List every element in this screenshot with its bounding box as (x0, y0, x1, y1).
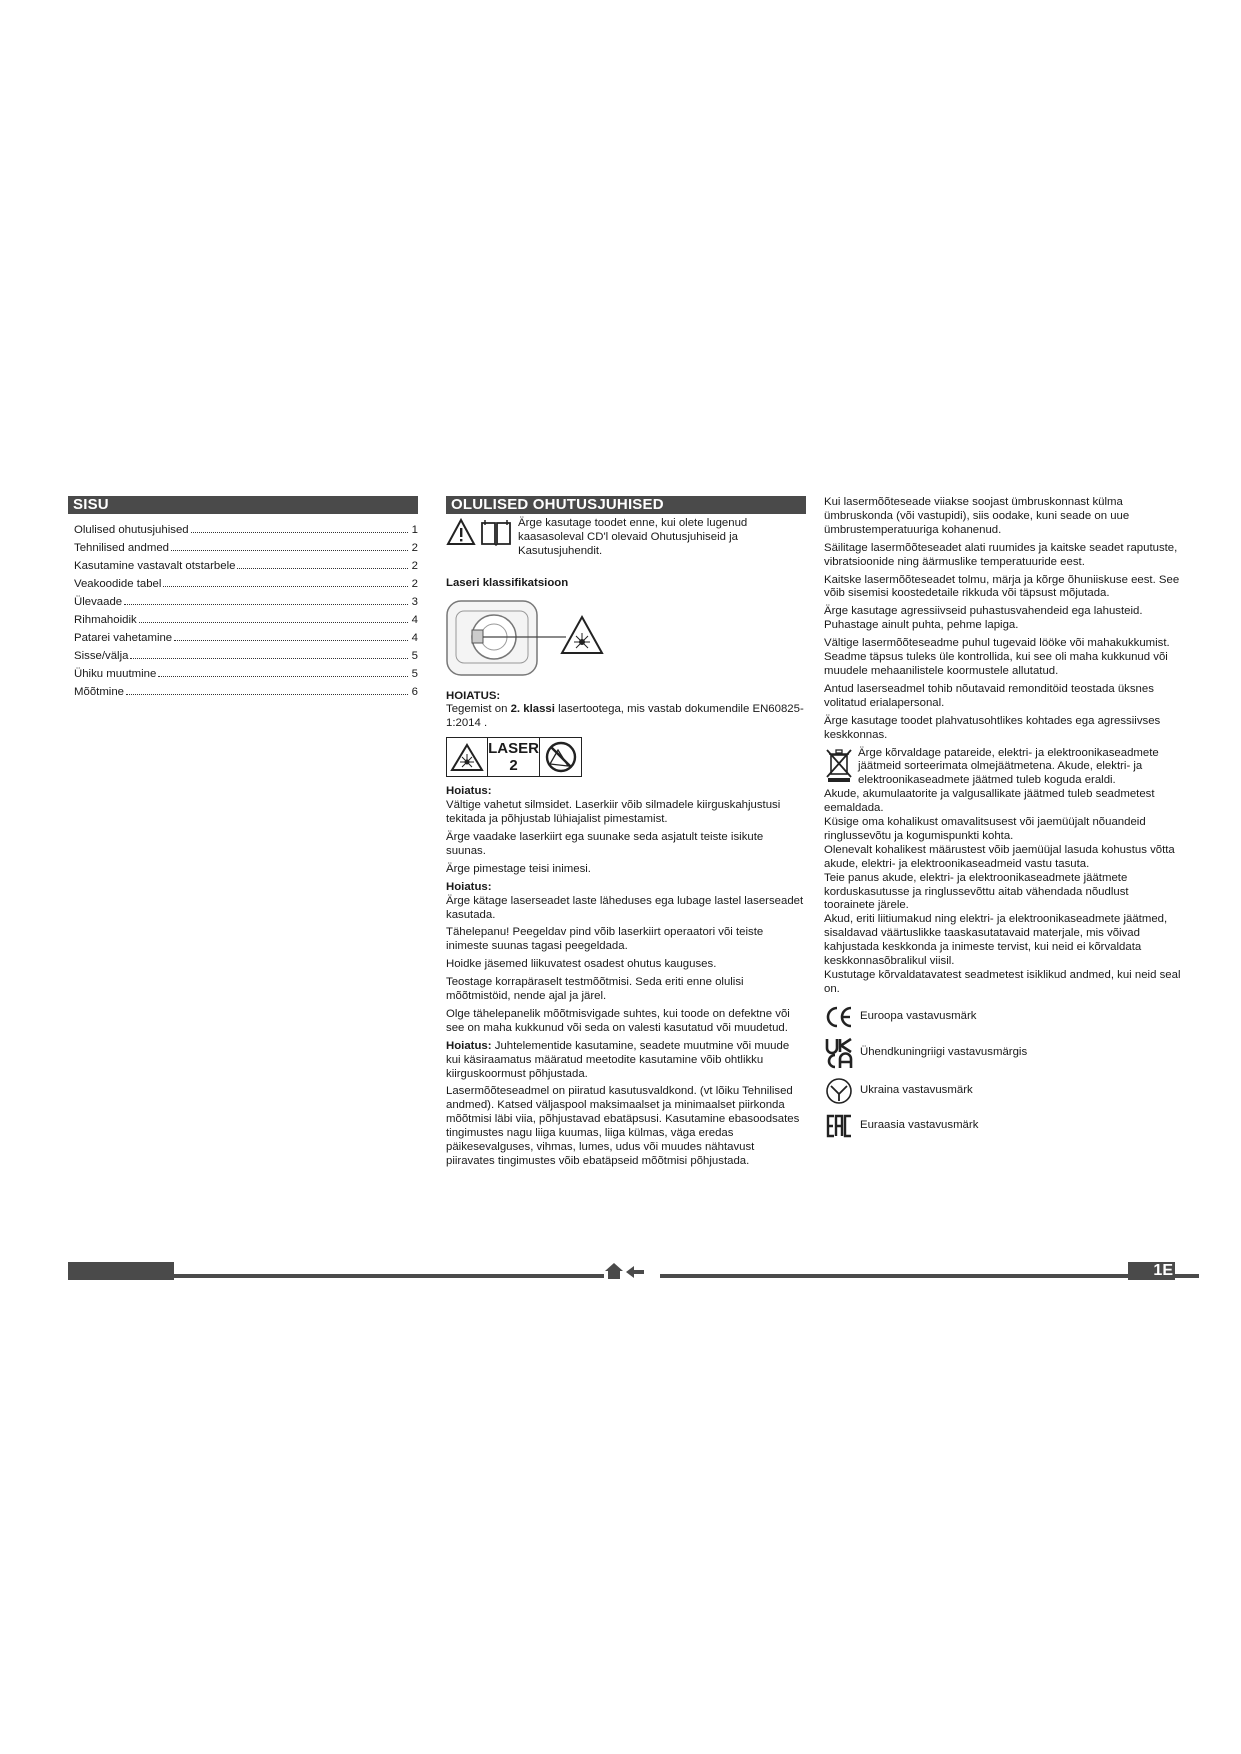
toc-item-label: Veakoodide tabel (74, 578, 162, 590)
warning-text-pre: Tegemist on (446, 703, 511, 716)
laser-class-number: 2 (509, 757, 518, 775)
toc-item-label: Patarei vahetamine (74, 632, 173, 644)
toc-item[interactable] (74, 668, 418, 686)
range-text: Lasermõõteseadmel on piiratud kasutusvaldkond. (vt lõiku Tehnilised andmed). Katsed väljaspool maksimaalset ja minimaalset piirkonda mõõtmisi läbi viia, põhjustavad ebatäpsusi. Kasutamine ebasoodsates tingimustes nagu liiga kuumas, liiga külmas, väga eredas päikesevalguses, vihmas, lumes, udus või muudes nähtavust piiravates tingimustes võib ebatäpseid mõõtmisi põhjustada. (446, 1085, 800, 1167)
ukraine-mark-icon (824, 1077, 854, 1105)
hoiatus2-paragraph: Tähelepanu! Peegeldav pind võib laserkiirt operaatori või teiste inimeste suunas tagasi peegeldada. (446, 926, 764, 953)
manual-book-icon (479, 517, 513, 552)
toc-item[interactable] (74, 632, 418, 650)
weee-row (824, 747, 1181, 789)
weee-paragraph: Olenevalt kohalikest määrustest võib jaemüüjal lasuda kohustus võtta akude, elektri- ja elektroonikaseadmeid vastu tasuta. (824, 843, 1175, 870)
laser-class-label (446, 737, 806, 777)
weee-paragraph: Kustutage kõrvaldatavatest seadmetest isiklikud andmed, kui neid seal on. (824, 969, 1181, 995)
care-paragraph: Antud laserseadmel tohib nõutavaid remonditöid teostada üksnes volitatud erialapersonal. (824, 682, 1154, 709)
toc-item-label: Tehnilised andmed (74, 542, 169, 554)
care-paragraph: Säilitage lasermõõteseadet alati ruumides ja kaitske seadet raputuste, vibratsioonide ning äärmuslike temperatuuride eest. (824, 541, 1178, 568)
weee-paragraph: Teie panus akude, elektri- ja elektroonikaseadmete jäätmete korduskasutusse ja ringlussevõttu aitab vähendada nõudlust toorainete järele. (824, 871, 1129, 912)
home-icon (605, 1263, 623, 1279)
toc-item[interactable] (74, 542, 418, 560)
warning-text (446, 703, 806, 731)
toc-item-label: Kasutamine vastavalt otstarbele (74, 560, 236, 572)
back-arrow-icon (626, 1266, 644, 1278)
right-column (824, 496, 1181, 1147)
conformity-mark-row (824, 1037, 1181, 1069)
weee-lines (824, 788, 1181, 997)
toc-item[interactable] (74, 596, 418, 614)
toc-list (74, 524, 418, 704)
care-paragraph: Vältige lasermõõteseadme puhul tugevaid lööke või mahakukkumist. Seadme täpsus tuleks üle kontrollida, kui see oli maha kukkunud või muudele mehaanilistele koormustele allutatud. (824, 637, 1170, 677)
hoiatus1-list (446, 799, 806, 877)
crossed-bin-icon (824, 747, 854, 788)
laser-word: LASER (488, 740, 539, 758)
care-paragraph: Ärge kasutage toodet plahvatusohtlikes kohtades ega agressiivses keskkonnas. (824, 714, 1161, 741)
care-paragraph: Kaitske lasermõõteseadet tolmu, märja ja kõrge õhuniiskuse eest. See võib sisemisi koostedetaile rikkuda või täpsust mõjutada. (824, 573, 1180, 600)
ukca-mark-icon (824, 1037, 854, 1069)
toc-dot-leader (126, 694, 408, 695)
conformity-mark-label: Ühendkuningriigi vastavusmärgis (860, 1045, 1028, 1058)
toc-item-label: Ülevaade (74, 596, 123, 608)
toc-item-label: Ühiku muutmine (74, 668, 157, 680)
toc-dot-leader (163, 586, 408, 587)
toc-dot-leader (237, 568, 408, 569)
care-paragraph: Ärge kasutage agressiivseid puhastusvahendeid ega lahusteid. Puhastage ainult puhta, pehme lapiga. (824, 605, 1143, 632)
warning-heading: HOIATUS: (446, 689, 501, 702)
hoiatus3-heading: Hoiatus: (446, 1039, 492, 1052)
footer-line (174, 1274, 1199, 1278)
no-stare-icon (540, 737, 582, 777)
hoiatus1-paragraph: Ärge pimestage teisi inimesi. (446, 862, 591, 875)
hoiatus3-paragraph (446, 1040, 806, 1082)
toc-item[interactable] (74, 560, 418, 578)
toc-dot-leader (174, 640, 408, 641)
hoiatus1-paragraph: Vältige vahetut silmsidet. Laserkiir võib silmadele kiirguskahjustusi tekitada ja põhjustab lühiajalist pimestamist. (446, 799, 781, 826)
toc-item-label: Rihmahoidik (74, 614, 137, 626)
toc-dot-leader (171, 550, 408, 551)
toc-item-page: 5 (411, 668, 418, 680)
warning-triangle-icon (446, 517, 476, 552)
safety-column (446, 496, 806, 1173)
toc-item-page: 6 (411, 686, 418, 698)
care-paragraph: Kui lasermõõteseade viiakse soojast ümbruskonnast külma ümbruskonda (või vastupidi), siis oodake, kuni seade on uue ümbrustemperatuuriga kohanenud. (824, 496, 1130, 536)
hoiatus2-paragraph: Ärge kätage laserseadet laste läheduses ega lubage lastel laserseadet kasutada. (446, 894, 804, 921)
hoiatus2-paragraph: Teostage korrapäraselt testmõõtmisi. Seda eriti enne olulisi mõõtmistöid, nende ajal ja järel. (446, 976, 744, 1003)
intro-row (446, 517, 806, 563)
toc-item-page: 2 (411, 560, 418, 572)
toc-item[interactable] (74, 524, 418, 542)
eac-mark-icon (824, 1113, 854, 1139)
weee-first-text: Ärge kõrvaldage patareide, elektri- ja elektroonikaseadmete jäätmeid sorteerimata olmejäätmetena. Akude, elektri- ja elektroonikaseadmete jäätmed tuleb koguda eraldi. (858, 746, 1159, 787)
conformity-mark-row (824, 1113, 1181, 1139)
toc-item-page: 3 (411, 596, 418, 608)
footer-left-bar (68, 1262, 174, 1280)
warning-text-post: lasertootega, mis vastab dokumendile EN60825-1:2014 . (446, 703, 804, 730)
laser-hazard-icon (446, 737, 488, 777)
toc-item-page: 2 (411, 542, 418, 554)
weee-paragraph: Akude, akumulaatorite ja valgusallikate jäätmed tuleb seadmetest eemaldada. (824, 788, 1155, 815)
toc-column (68, 496, 418, 704)
laser-device-figure (446, 597, 806, 684)
conformity-mark-label: Euroopa vastavusmärk (860, 1009, 977, 1022)
toc-dot-leader (130, 658, 408, 659)
home-back-nav[interactable] (604, 1262, 660, 1280)
toc-item[interactable] (74, 614, 418, 632)
toc-item-page: 2 (411, 578, 418, 590)
conformity-mark-row (824, 1005, 1181, 1029)
hoiatus1-heading: Hoiatus: (446, 785, 492, 798)
toc-item-page: 4 (411, 614, 418, 626)
toc-dot-leader (158, 676, 408, 677)
page-number: 1E (1128, 1262, 1175, 1280)
weee-paragraph: Küsige oma kohalikust omavalitsusest või jaemüüjalt nõuandeid ringlussevõtu ja kogumispunkti kohta. (824, 816, 1146, 842)
toc-item[interactable] (74, 686, 418, 704)
toc-item-page: 1 (411, 524, 418, 536)
conformity-marks (824, 1005, 1181, 1139)
safety-title: OLULISED OHUTUSJUHISED (446, 496, 806, 514)
hoiatus1-paragraph: Ärge vaadake laserkiirt ega suunake seda asjatult teiste isikute suunas. (446, 830, 764, 857)
right-paragraphs (824, 496, 1181, 743)
toc-item-page: 5 (411, 650, 418, 662)
warning-class-bold: 2. klassi (510, 703, 555, 716)
hoiatus2-heading: Hoiatus: (446, 880, 492, 893)
page-footer (68, 1262, 1175, 1280)
toc-item-label: Olulised ohutusjuhised (74, 524, 189, 536)
laser-class-text (488, 737, 540, 777)
intro-text: Ärge kasutage toodet enne, kui olete lugenud kaasasoleval CD'l olevaid Ohutusjuhiseid ja Kasutusjuhendit. (518, 517, 748, 557)
toc-item-label: Mõõtmine (74, 686, 125, 698)
ce-mark-icon (824, 1005, 854, 1029)
hoiatus3-text: Juhtelementide kasutamine, seadete muutmine või muude kui käsiraamatus määratud meetodite kasutamine võib ohtlikku kiirguskoormust põhjustada. (446, 1039, 790, 1080)
classification-heading: Laseri klassifikatsioon (446, 576, 569, 589)
toc-item-page: 4 (411, 632, 418, 644)
weee-paragraph: Akud, eriti liitiumakud ning elektri- ja elektroonikaseadmete jäätmed, sisaldavad väärtuslikke taaskasutatavaid materjale, mis võivad kahjustada keskkonda ja inimeste tervist, kui neid ei kõrvaldata keskkonnasõbralikul viisil. (824, 913, 1168, 968)
toc-item[interactable] (74, 578, 418, 596)
toc-item-label: Sisse/välja (74, 650, 129, 662)
toc-dot-leader (139, 622, 408, 623)
toc-item[interactable] (74, 650, 418, 668)
hoiatus2-paragraph: Hoidke jäsemed liikuvatest osadest ohutus kauguses. (446, 958, 717, 971)
toc-dot-leader (191, 532, 408, 533)
toc-dot-leader (124, 604, 408, 605)
conformity-mark-row (824, 1077, 1181, 1105)
conformity-mark-label: Ukraina vastavusmärk (860, 1083, 973, 1096)
conformity-mark-label: Euraasia vastavusmärk (860, 1118, 979, 1131)
toc-title: SISU (68, 496, 418, 514)
hoiatus2-list (446, 895, 806, 1036)
hoiatus2-paragraph: Olge tähelepanelik mõõtmisvigade suhtes, kui toode on defektne või see on maha kukkunud või seda on valesti kasutatud või muudetud. (446, 1007, 790, 1034)
